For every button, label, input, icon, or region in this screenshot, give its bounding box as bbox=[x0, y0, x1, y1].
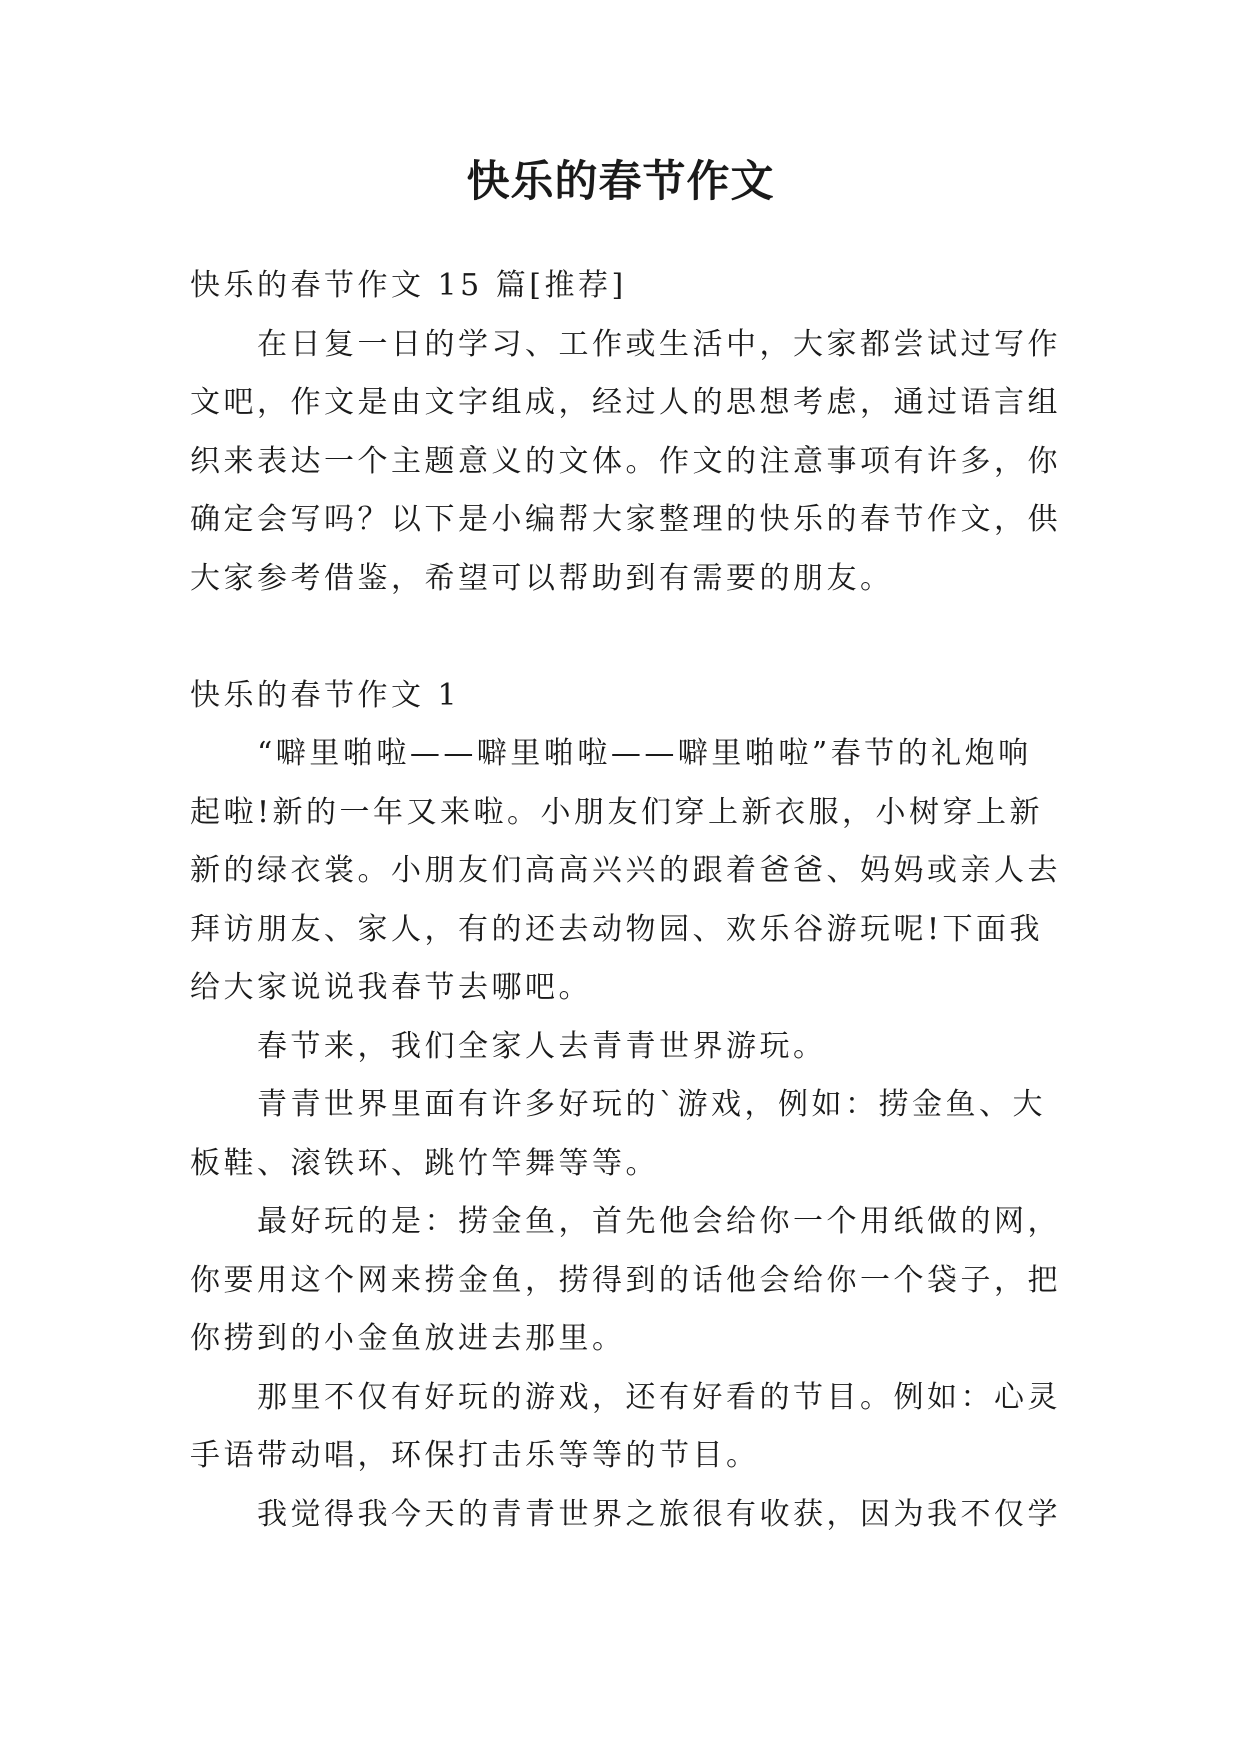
text-line: 你捞到的小金鱼放进去那里。 bbox=[190, 1321, 626, 1356]
text-line: 在日复一日的学习、工作或生活中，大家都尝试过写作 bbox=[190, 326, 1061, 362]
text-line: 青青世界里面有许多好玩的`游戏，例如：捞金鱼、大 bbox=[190, 1087, 1046, 1122]
text-line: 拜访朋友、家人，有的还去动物园、欢乐谷游玩呢!下面我 bbox=[190, 911, 1044, 947]
section-heading: 快乐的春节作文 1 bbox=[190, 677, 461, 713]
text-line: 我觉得我今天的青青世界之旅很有收获，因为我不仅学 bbox=[190, 1496, 1061, 1532]
text-line: 板鞋、滚铁环、跳竹竿舞等等。 bbox=[190, 1145, 659, 1181]
text-line: 文吧，作文是由文字组成，经过人的思想考虑，通过语言组 bbox=[190, 385, 1061, 420]
text-line: 新的绿衣裳。小朋友们高高兴兴的跟着爸爸、妈妈或亲人去 bbox=[190, 853, 1061, 888]
text-line: 你要用这个网来捞金鱼，捞得到的话他会给你一个袋子，把 bbox=[190, 1262, 1061, 1298]
text-line: 手语带动唱，环保打击乐等等的节目。 bbox=[190, 1438, 760, 1473]
text-line: 最好玩的是：捞金鱼，首先他会给你一个用纸做的网， bbox=[190, 1204, 1061, 1239]
text-line: 那里不仅有好玩的游戏，还有好看的节目。例如：心灵 bbox=[190, 1379, 1061, 1415]
text-line: “噼里啪啦——噼里啪啦——噼里啪啦”春节的礼炮响 bbox=[190, 736, 1032, 771]
text-line: 织来表达一个主题意义的文体。作文的注意事项有许多，你 bbox=[190, 443, 1061, 479]
text-line: 大家参考借鉴，希望可以帮助到有需要的朋友。 bbox=[190, 560, 894, 596]
text-line: 春节来，我们全家人去青青世界游玩。 bbox=[190, 1028, 827, 1064]
text-line: 确定会写吗？以下是小编帮大家整理的快乐的春节作文，供 bbox=[190, 502, 1061, 537]
text-line: 起啦!新的一年又来啦。小朋友们穿上新衣服，小树穿上新 bbox=[190, 794, 1044, 830]
document-title: 快乐的春节作文 bbox=[466, 157, 775, 207]
section-heading: 快乐的春节作文 15 篇[推荐] bbox=[190, 268, 627, 303]
paragraph-gap bbox=[190, 608, 1058, 667]
text-line: 给大家说说我春节去哪吧。 bbox=[190, 970, 592, 1005]
document-body bbox=[190, 257, 1061, 1544]
